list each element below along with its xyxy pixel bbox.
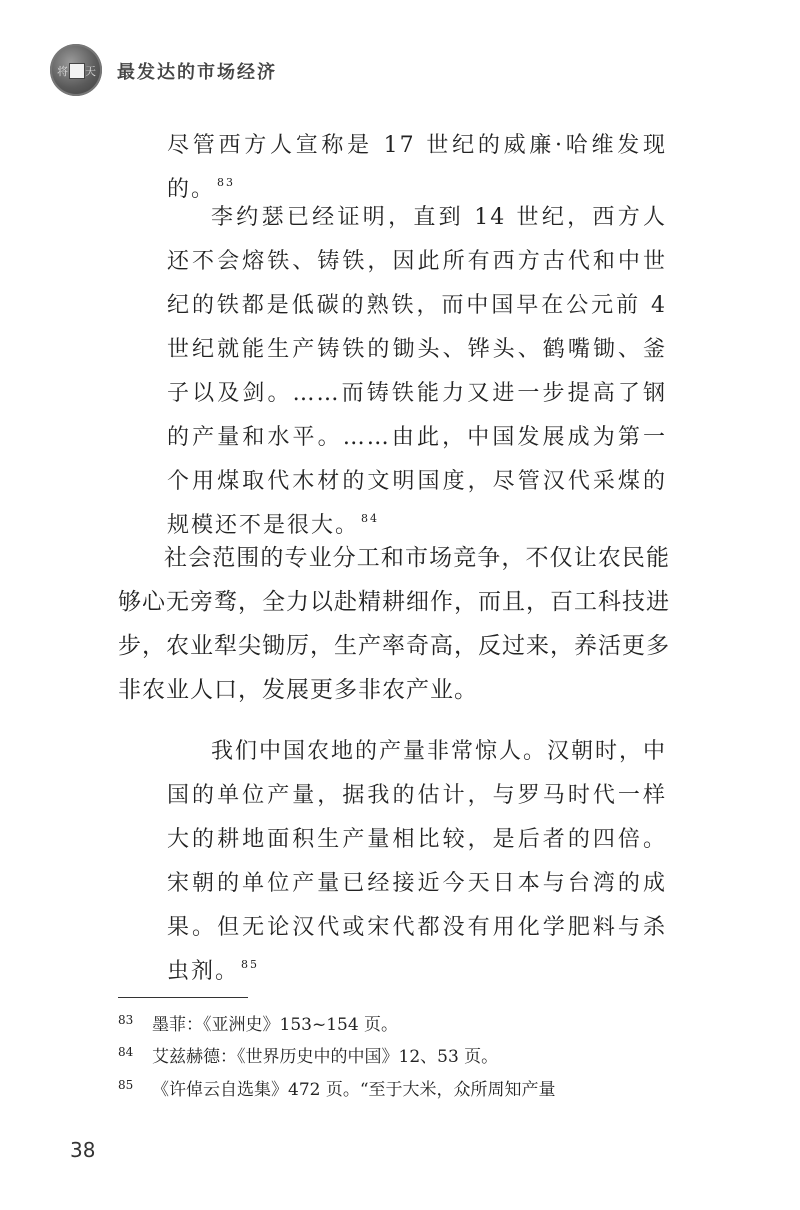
footnote-text: 墨菲：《亚洲史》153~154 页。 (152, 1015, 399, 1035)
coin-glyph-right: 天 (85, 65, 96, 78)
footnote-text: 艾兹赫德：《世界历史中的中国》12、53 页。 (152, 1047, 499, 1067)
footnote-85 (118, 1073, 678, 1102)
body-paragraph (118, 536, 670, 712)
coin-logo-icon (50, 44, 102, 96)
page-number: 38 (70, 1138, 96, 1162)
quote-2-text: 李约瑟已经证明，直到 14 世纪，西方人还不会熔铁、铸铁，因此所有西方古代和中世纪的铁都是低碳的熟铁，而中国早在公元前 4 世纪就能生产铸铁的锄头、铧头、鹤嘴锄、釜子以及剑。……而铸铁能力又进一步提高了钢的产量和水平。……由此，中国发展成为第一个用煤取代木材的文明国度，尽管汉代采煤的规模还不是很大。 (167, 205, 667, 538)
footnote-84 (118, 1040, 678, 1069)
footnote-ref-83: 83 (217, 176, 236, 189)
footnote-ref-84: 84 (361, 512, 380, 525)
footnote-ref-85: 85 (241, 958, 260, 971)
footnote-text: 《许倬云自选集》472 页。“至于大米，众所周知产量 (152, 1080, 556, 1100)
coin-glyph-left: 将 (57, 65, 68, 78)
quote-3-text: 我们中国农地的产量非常惊人。汉朝时，中国的单位产量，据我的估计，与罗马时代一样大的耕地面积生产量相比较，是后者的四倍。宋朝的单位产量已经接近今天日本与台湾的成果。但无论汉代或宋代都没有用化学肥料与杀虫剂。 (167, 739, 668, 984)
chapter-title: 最发达的市场经济 (117, 62, 277, 83)
footnote-number: 83 (118, 1013, 134, 1027)
footnote-83 (118, 1008, 678, 1037)
footnote-number: 84 (118, 1045, 134, 1059)
quote-1-text: 尽管西方人宣称是 17 世纪的威廉·哈维发现的。 (167, 133, 667, 202)
block-quote-3 (167, 730, 667, 994)
footnote-number: 85 (118, 1078, 134, 1092)
footnote-divider (118, 997, 248, 998)
coin-hole (69, 63, 85, 79)
running-header (50, 40, 750, 100)
block-quote-2 (167, 196, 667, 548)
body-text: 社会范围的专业分工和市场竞争，不仅让农民能够心无旁骛，全力以赴精耕细作，而且，百工科技进步，农业犁尖锄厉，生产率奇高，反过来，养活更多非农业人口，发展更多非农产业。 (118, 545, 670, 703)
